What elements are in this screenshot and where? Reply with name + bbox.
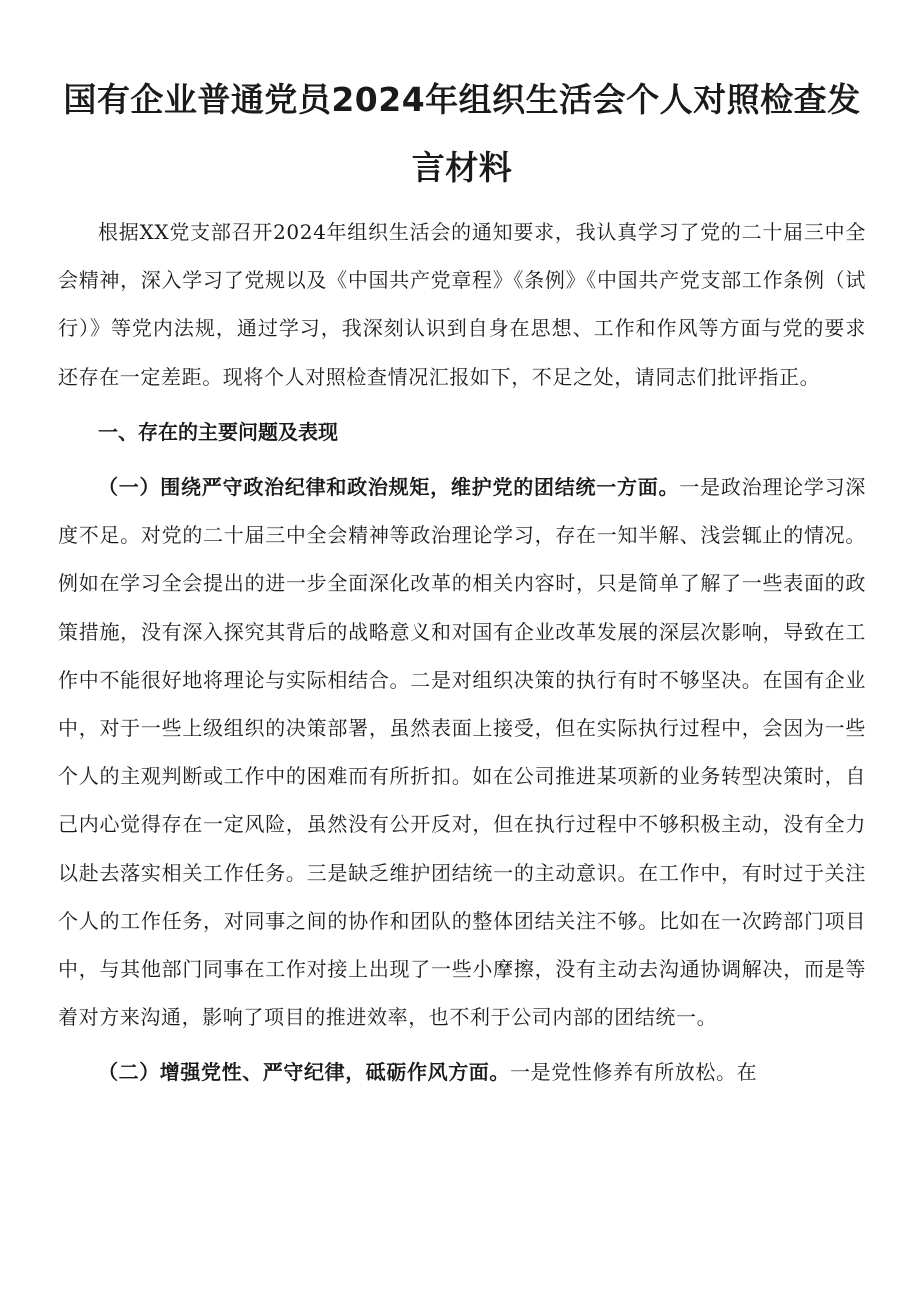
document-title: 国有企业普通党员2024年组织生活会个人对照检查发言材料 — [63, 80, 861, 187]
section-heading: 一、存在的主要问题及表现 — [98, 419, 338, 444]
subsection-2-paragraph — [58, 1048, 866, 1096]
subsection-1-body: 一是政治理论学习深度不足。对党的二十届三中全会精神等政治理论学习，存在一知半解、浅尝辄止的情况。例如在学习全会提出的进一步全面深化改革的相关内容时，只是简单了解了一些表面的政策措施，没有深入探究其背后的战略意义和对国有企业改革发展的深层次影响，导致在工作中不能很好地将理论与实际相结合。二是对组织决策的执行有时不够坚决。在国有企业中，对于一些上级组织的决策部署，虽然表面上接受，但在实际执行过程中，会因为一些个人的主观判断或工作中的困难而有所折扣。如在公司推进某项新的业务转型决策时，自己内心觉得存在一定风险，虽然没有公开反对，但在执行过程中不够积极主动，没有全力以赴去落实相关工作任务。三是缺乏维护团结统一的主动意识。在工作中，有时过于关注个人的工作任务，对同事之间的协作和团队的整体团结关注不够。比如在一次跨部门项目中，与其他部门同事在工作对接上出现了一些小摩擦，没有主动去沟通协调解决，而是等着对方来沟通，影响了项目的推进效率，也不利于公司内部的团结统一。 — [58, 475, 866, 1030]
intro-paragraph: 根据XX党支部召开2024年组织生活会的通知要求，我认真学习了党的二十届三中全会精神，深入学习了党规以及《中国共产党章程》《条例》《中国共产党支部工作条例（试行）》等党内法规，通过学习，我深刻认识到自身在思想、工作和作风等方面与党的要求还存在一定差距。现将个人对照检查情况汇报如下，不足之处，请同志们批评指正。 — [58, 220, 866, 389]
subsection-1-paragraph — [58, 463, 866, 1041]
subsection-2-body: 一是党性修养有所放松。在 — [510, 1060, 758, 1085]
subsection-2-heading: （二）增强党性、严守纪律，砥砺作风方面。 — [98, 1060, 510, 1085]
subsection-1-heading: （一）围绕严守政治纪律和政治规矩，维护党的团结统一方面。 — [98, 475, 680, 500]
document-page — [58, 66, 866, 1097]
